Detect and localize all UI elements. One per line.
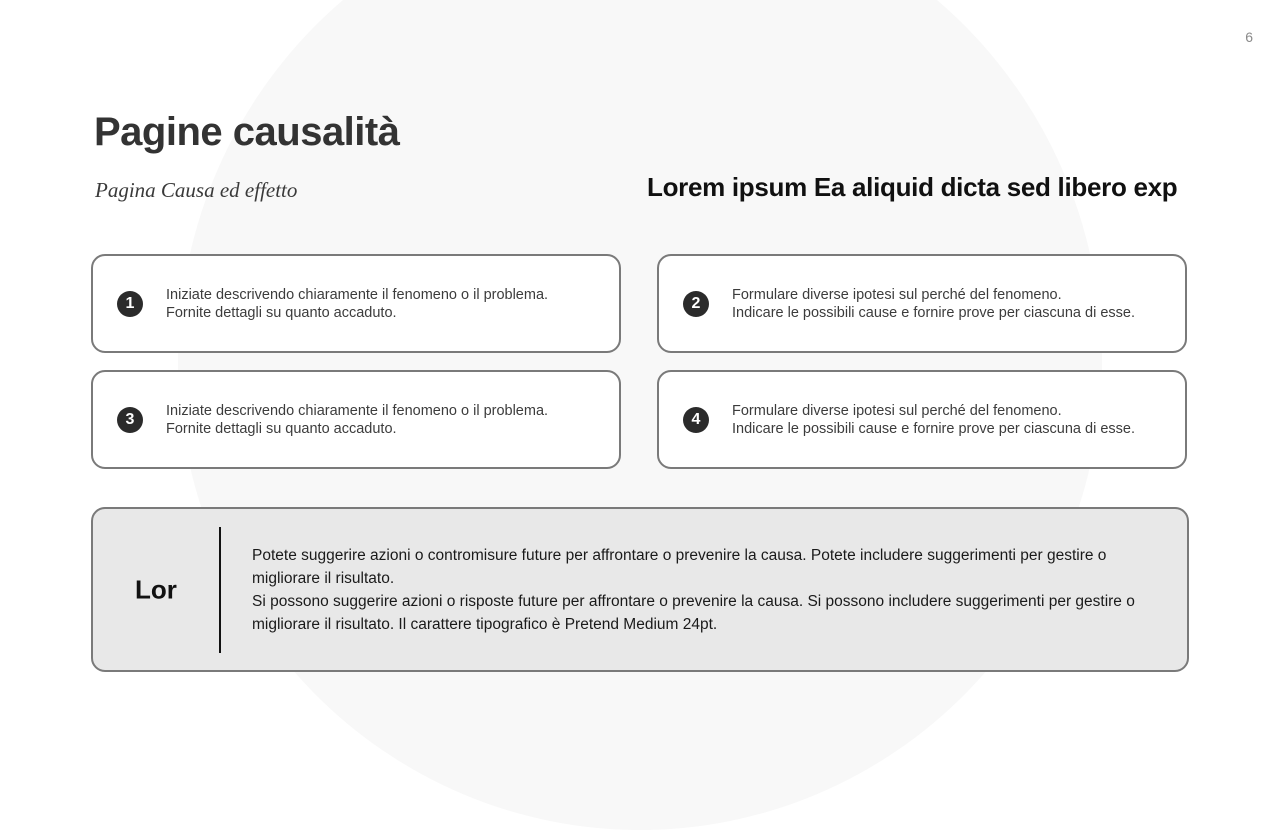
step-card-3 <box>91 370 621 469</box>
step-description <box>732 286 1175 322</box>
step-line: Iniziate descrivendo chiaramente il fenomeno o il problema. <box>166 286 549 303</box>
step-line: Formulare diverse ipotesi sul perché del fenomeno. <box>732 286 1062 303</box>
summary-text <box>252 544 1147 636</box>
step-number-badge: 1 <box>117 291 143 317</box>
step-line: Fornite dettagli su quanto accaduto. <box>166 420 397 437</box>
step-description <box>166 402 609 438</box>
page-subtitle: Pagina Causa ed effetto <box>95 178 298 202</box>
step-card-1 <box>91 254 621 353</box>
step-line: Fornite dettagli su quanto accaduto. <box>166 304 397 321</box>
step-line: Indicare le possibili cause e fornire prove per ciascuna di esse. <box>732 304 1135 321</box>
step-line: Iniziate descrivendo chiaramente il fenomeno o il problema. <box>166 402 549 419</box>
summary-paragraph: Potete suggerire azioni o contromisure future per affrontare o prevenire la causa. Potete includere suggerimenti per gestire o migliorare il risultato. <box>252 546 1107 587</box>
step-number-badge: 3 <box>117 407 143 433</box>
step-number-badge: 2 <box>683 291 709 317</box>
section-heading: Lorem ipsum Ea aliquid dicta sed libero exp <box>647 172 1178 202</box>
summary-box <box>91 507 1189 672</box>
page-number: 6 <box>1245 29 1253 45</box>
step-description <box>732 402 1175 438</box>
step-description <box>166 286 609 322</box>
vertical-divider <box>219 527 221 653</box>
step-card-2 <box>657 254 1187 353</box>
step-line: Indicare le possibili cause e fornire prove per ciascuna di esse. <box>732 420 1135 437</box>
summary-label: Lor <box>135 574 177 604</box>
step-line: Formulare diverse ipotesi sul perché del fenomeno. <box>732 402 1062 419</box>
page-title: Pagine causalità <box>94 110 400 154</box>
summary-paragraph: Si possono suggerire azioni o risposte future per affrontare o prevenire la causa. Si possono includere suggerimenti per gestire o migliorare il risultato. Il carattere tipografico è Pretend Medium 24pt. <box>252 592 1135 633</box>
step-number-badge: 4 <box>683 407 709 433</box>
step-card-4 <box>657 370 1187 469</box>
